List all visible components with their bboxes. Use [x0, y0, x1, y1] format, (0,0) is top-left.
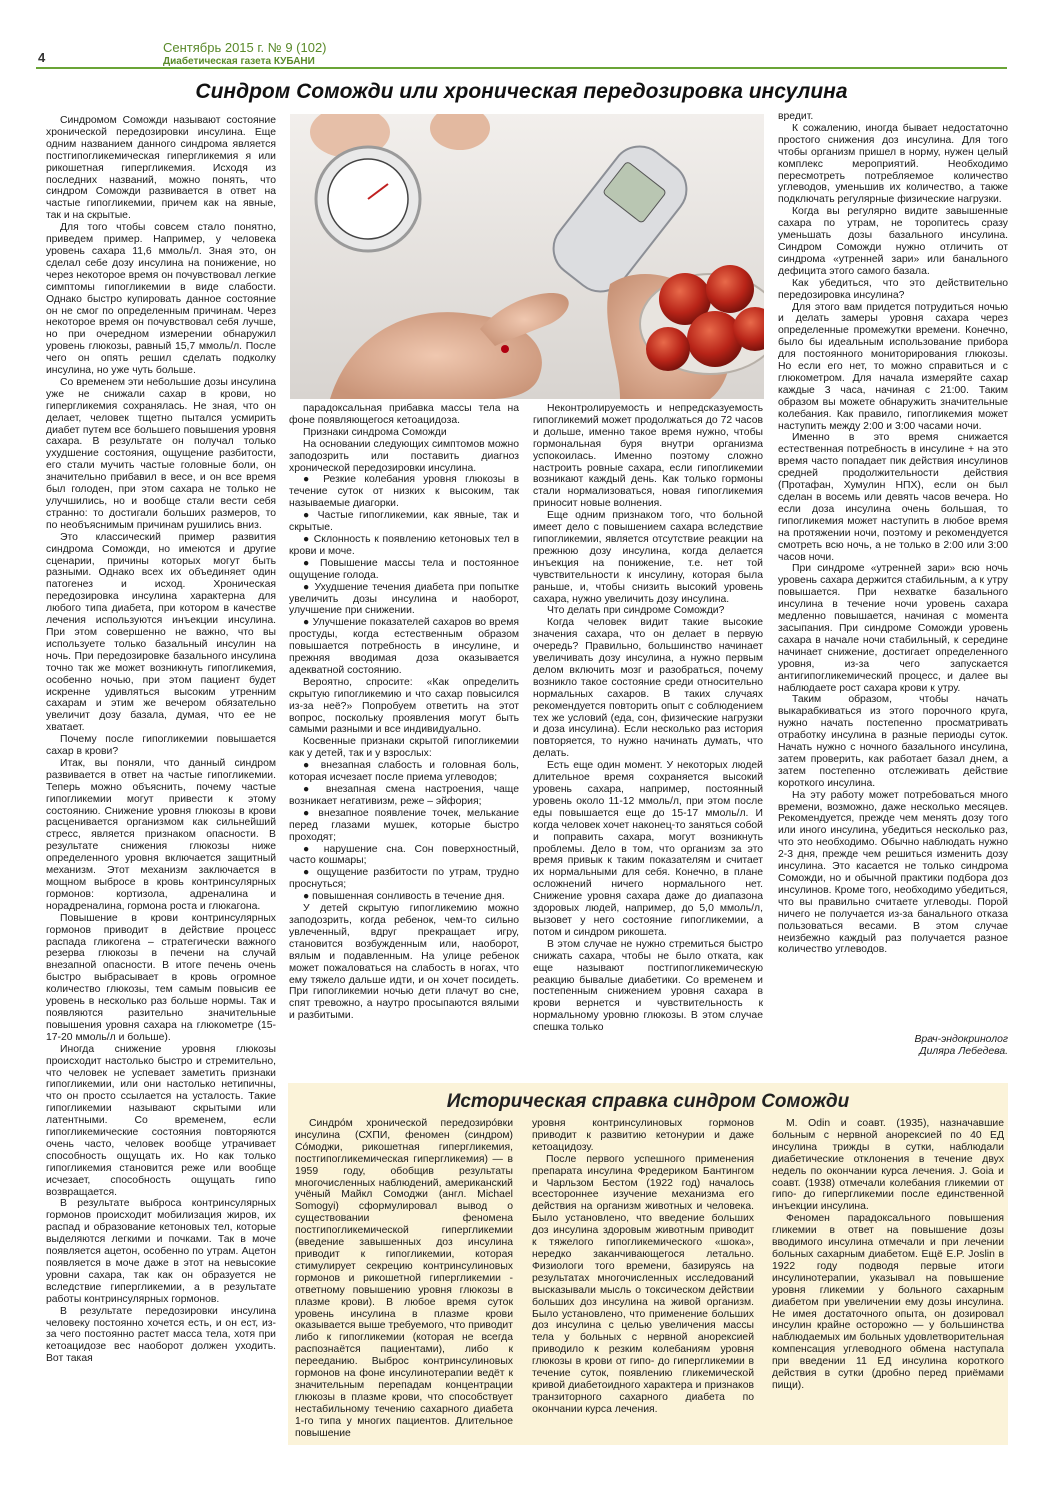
history-column-2: [532, 1118, 754, 1438]
subheading: Как убедиться, что это действительно передозировка инсулина?: [778, 277, 1008, 301]
history-column-1: [295, 1118, 513, 1438]
list-item: ● внезапное появление точек, мелькание перед глазами мушек, которые быстро проходят;: [289, 807, 519, 843]
paragraph: В результате передозировки инсулина человеку постоянно хочется есть, и он ест, из-за чего постоянно растет масса тела, хотя при кетоацидозе вес наоборот должен уходить. Вот такая: [46, 1305, 276, 1365]
paragraph: Когда человек видит такие высокие значения сахара, что он делает в первую очередь? Правильно, большинство начинает увеличивать дозу инсулина, а нужно первым делом включить мозг и разобраться, почему возникло такое состояние среди относительно нормальных сахаров. В таких случаях рекомендуется повторить опыт с соблюдением тех же условий (еда, сон, физические нагрузки и доза инсулина). Если несколько раз история повторяется, то нужно начинать думать, что делать.: [533, 617, 763, 760]
paragraph: Иногда снижение уровня глюкозы происходит настолько быстро и стремительно, что человек не успевает заметить признаки гипогликемии, или они настолько нетипичны, что он просто ссылается на усталость. Такие гипогликемии называют скрытыми или латентными. Со временем, если гипогликемические состояния повторяются очень часто, человек вообще утрачивает способность ощущать их. Но как только гипогликемия становится реже или вообще исчезает, способность ощущать гипо возвращается.: [46, 1043, 276, 1198]
paragraph: К сожалению, иногда бывает недостаточно простого снижения доз инсулина. Для того чтобы организм пришел в норму, нужен целый комплекс мероприятий. Необходимо пересмотреть потребляемое количество углеводов, уменьшив их количество, а также подключать регулярные физические нагрузки.: [778, 122, 1008, 206]
paragraph: На основании следующих симптомов можно заподозрить или поставить диагноз хронической передозировки инсулина.: [289, 438, 519, 474]
paragraph: После первого успешного применения препарата инсулина Фредериком Бантингом и Чарльзом Бестом (1922 год) началось всестороннее изучение механизма его действия на организм животных и человека. Было установлено, что введение больших доз инсулина здоровым животным приводит к тяжелого гипогликемического «шока», нередко заканчивающегося летально. Физиологи того времени, базируясь на результатах многочисленных исследований высказывали мысль о токсическом действии больших доз инсулина на живой организм. Было установлено, что применение больших доз инсулина с целью увеличения массы тела у больных с нервной анорексией приводило к резким колебаниям уровня глюкозы в крови от гипо- до гипергликемии в течение суток, появлению гликемической кривой диабетоидного характера и признаков транзиторного сахарного диабета по окончании курса лечения.: [532, 1153, 754, 1415]
list-item: ● внезапная слабость и головная боль, которая исчезает после приема углеводов;: [289, 760, 519, 784]
page-number: 4: [38, 50, 46, 65]
article-column-4: [778, 111, 1008, 1041]
paragraph: Повышение в крови контринсулярных гормонов приводит в действие процесс распада гликогена – стратегически важного резерва глюкозы в печени на случай внезапной опасности. В итоге печень очень быстро выбрасывает в кровь огромное количество глюкозы, тем самым повысив ее уровень в несколько раз больше нормы. Так и появляются разительно значительные повышения уровня сахара на глюкометре (15-17-20 ммоль/л и больше).: [46, 912, 276, 1043]
article-column-3: [533, 403, 763, 1072]
list-item: ● Повышение массы тела и постоянное ощущение голода.: [289, 557, 519, 581]
paragraph: Таким образом, чтобы начать выкарабкиваться из этого порочного круга, нужно начать постепенно просматривать отработку инсулина в разные периоды суток. Начать нужно с ночного базального инсулина, затем проверить, как работает базал днем, а затем постепенно отслеживать действие короткого инсулина.: [778, 694, 1008, 789]
list-item: ● нарушение сна. Сон поверхностный, часто кошмары;: [289, 843, 519, 867]
author-signature: [915, 1034, 1008, 1058]
header-divider: [36, 67, 1007, 69]
list-item: ● Резкие колебания уровня глюкозы в течение суток от низких к высоким, так называемые диагорки.: [289, 474, 519, 510]
paragraph: парадоксальная прибавка массы тела на фоне появляющегося кетоацидоза.: [289, 403, 519, 426]
paragraph: уровня контринсулиновых гормонов приводит к развитию кетонурии и даже кетоацидозу.: [532, 1118, 754, 1153]
list-item: ● Склонность к появлению кетоновых тел в крови и моче.: [289, 533, 519, 557]
paragraph: Когда вы регулярно видите завышенные сахара по утрам, не торопитесь сразу уменьшать дозы базального инсулина. Синдром Соможди нужно отличить от синдрома «утренней зари» или банального дефицита этого самого базала.: [778, 206, 1008, 277]
newspaper-name: Диабетическая газета КУБАНИ: [163, 56, 315, 67]
subheading: Почему после гипогликемии повышается сахар в крови?: [46, 734, 276, 758]
list-item: ● повышенная сонливость в течение дня.: [303, 891, 505, 903]
paragraph: В результате выброса контринсулярных гормонов происходит мобилизация жиров, их распад и образование кетоновых тел, которые выделяются легкими и почками. Так в моче появляется ацетон, особенно по утрам. Ацетон появляется в моче даже в этот на невысокие уровни сахара, так как он образуется не вследствие гипергликемии, а в результате работы контринсулярных гормонов.: [46, 1198, 276, 1305]
article-column-2: [289, 403, 519, 1072]
paragraph: При синдроме «утренней зари» всю ночь уровень сахара держится стабильным, а к утру повышается. При нехватке базального инсулина в течение ночи уровень сахара медленно повышается, начиная с момента засыпания. При синдроме Соможди уровень сахара в начале ночи стабильный, к середине начинает снижение, достигает определенного уровня, из-за чего запускается антигипогликемический процесс, и далее вы наблюдаете рост сахара крови к утру.: [778, 563, 1008, 694]
article-column-1: [46, 115, 276, 1437]
paragraph: Косвенные признаки скрытой гипогликемии как у детей, так и у взрослых:: [289, 736, 519, 760]
paragraph: Это классический пример развития синдрома Соможди, но имеются и другие сценарии, причины которых могут быть разными. Однако всех их объединяет один патогенез и исход. Хроническая передозировка инсулина характерна для любого типа диабета, при котором в качестве лечения используются инъекции инсулина. При этом совершенно не важно, что вы используете только базальный инсулин на ночь. При передозировке базального инсулина точно так же может возникнуть гипогликемия, особенно ночью, при этом пациент будет искренне удивляться высоким утренним сахарам и этим же вечером обязательно увеличит дозу базала, думая, что ее не хватает.: [46, 531, 276, 734]
issue-info: Сентябрь 2015 г. № 9 (102): [163, 40, 327, 55]
paragraph: Итак, вы поняли, что данный синдром развивается в ответ на частые гипогликемии. Теперь можно объяснить, почему частые гипогликемии могут привести к этому состоянию. Снижение уровня глюкозы в крови расценивается организмом как сильнейший стресс, является признаком опасности. В результате снижения глюкозы ниже определенного уровня включается защитный механизм. Этот механизм заключается в мощном выбросе в кровь контринсулярных гормонов: кортизола, адреналина и норадреналина, гормона роста и глюкагона.: [46, 757, 276, 912]
list-item: ● Улучшение показателей сахаров во время простуды, когда естественным образом повышается потребность в инсулине, и прежняя вводимая доза оказывается адекватной состоянию.: [289, 617, 519, 676]
subheading: Признаки синдрома Соможди: [303, 426, 447, 438]
paragraph: У детей скрытую гипогликемию можно заподозрить, когда ребенок, чем-то сильно увлеченный, вдруг прекращает игру, становится возбужденным или, наоборот, вялым и подавленным. На улице ребенок может пожаловаться на слабость в ногах, что ему тяжело дальше идти, и он хочет посидеть. При гипогликемии ночью дети плачут во сне, спят тревожно, а наутро просыпаются вялыми и разбитыми.: [289, 903, 519, 1022]
list-item: ● Ухудшение течения диабета при попытке увеличить дозы инсулина и наоборот, улучшение при снижении.: [289, 581, 519, 617]
paragraph: Еще одним признаком того, что больной имеет дело с повышением сахара вследствие гипогликемии, является отсутствие реакции на прежнюю дозу инсулина, когда делается инъекция на понижение, т.е. нет той чувствительности к инсулину, которая была раньше, и, чтобы снизить высокий уровень сахара, нужно увеличить дозу инсулина.: [533, 510, 763, 605]
list-item: ● Частые гипогликемии, как явные, так и скрытые.: [289, 510, 519, 534]
paragraph: вредит.: [778, 111, 814, 122]
paragraph: Для того чтобы совсем стало понятно, приведем пример. Например, у человека уровень сахара 11,6 ммоль/л. Зная это, он сделал себе дозу инсулина на понижение, но через некоторое время он почувствовал легкие симптомы гипогликемии в виде слабости. Однако быстро купировать данное состояние он не смог по определенным причинам. Через некоторое время он почувствовал себя лучше, но при очередном измерении обнаружил уровень глюкозы, равный 15,7 ммоль/л. После чего он опять решил сделать подколку инсулина, но уже чуть больше.: [46, 222, 276, 377]
paragraph: На эту работу может потребоваться много времени, возможно, даже несколько месяцев. Рекомендуется, прежде чем менять дозу того или иного инсулина, убедиться несколько раз, что это необходимо. Обычно наблюдать нужно 2-3 дня, прежде чем решиться изменить дозу инсулина. Это касается не только синдрома Соможди, но и обычной практики подбора доз инсулинов. Кроме того, необходимо убедиться, что вы правильно считаете углеводы. Порой ничего не получается из-за банального отказа пользоваться весами. В этом случае неизбежно каждый раз получается разное количество углеводов.: [778, 789, 1008, 956]
glucometer-apples-illustration: [290, 114, 764, 399]
article-headline: Синдром Соможди или хроническая передозировка инсулина: [195, 80, 848, 103]
paragraph: Синдро́м хронической передозиро́вки инсулина (СХПИ, феномен (синдром) Со́моджи, рикошетная гипергликемия, постгипогликемическая гипергликемия) — в 1959 году, обобщив результаты многочисленных наблюдений, американский учёный Майкл Сомоджи (англ. Michael Somogyi) сформулировал вывод о существовании феномена постгипогликемической гипергликемии (введение завышенных доз инсулина приводит к гипогликемии, которая стимулирует секрецию контринсулиновых гормонов и рикошетной гипергликемии - ответному повышению уровня глюкозы в плазме крови). В любое время суток уровень инсулина в плазме крови оказывается выше требуемого, что приводит либо к гипогликемии (которая не всегда распознаётся пациентами), либо к перееданию. Выброс контринсулиновых гормонов на фоне инсулинотерапии ведёт к значительным перепадам концентрации глюкозы в плазме крови, что способствует нестабильному течению сахарного диабета 1-го типа у многих пациентов. Длительное повышение: [295, 1118, 513, 1438]
history-title: Историческая справка синдром Соможди: [446, 1091, 850, 1112]
paragraph: M. Odin и соавт. (1935), назначавшие больным с нервной анорексией по 40 ЕД инсулина трижды в сутки, наблюдали диабетические отклонения в течение двух недель по окончании курса лечения. J. Goia и соавт. (1938) отмечали колебания гликемии от гипо- до гипергликемии после единственной инъекции инсулина.: [772, 1118, 1004, 1213]
list-item: ● ощущение разбитости по утрам, трудно проснуться;: [289, 867, 519, 891]
paragraph: Именно в это время снижается естественная потребность в инсулине + на это время часто попадает пик действия инсулинов средней продолжительности действия (Протафан, Хумулин НПХ), если он был сделан в восемь или девять часов вечера. Но если доза инсулина очень большая, то гипогликемия может наступить в любое время на протяжении ночи, поэтому и рекомендуется смотреть всю ночь, а не только в 2:00 или 3:00 часов ночи.: [778, 432, 1008, 563]
article-photo: [290, 114, 764, 399]
author-role: Врач-эндокринолог: [914, 1034, 1008, 1045]
subheading: Что делать при синдроме Соможди?: [547, 605, 725, 617]
paragraph: Синдромом Соможди называют состояние хронической передозировки инсулина. Еще одним названием данного синдрома является постгипогликемическая гипергликемия я или рикошетная гипергликемия. Исходя из последних названий, можно понять, что синдром Соможди развивается в ответ на частые гипогликемии, причем как на явные, так и на скрытые.: [46, 115, 276, 222]
paragraph: В этом случае не нужно стремиться быстро снижать сахара, чтобы не было отката, как еще называют постгипогликемическую реакцию бывалые диабетики. Со временем и постепенным снижением уровня сахара в крови вернется и чувствительность к нормальному уровню глюкозы. В этом случае спешка только: [533, 938, 763, 1034]
paragraph: Есть еще один момент. У некоторых людей длительное время сохраняется высокий уровень сахара, например, постоянный уровень около 11-12 ммоль/л, при этом после еды повышается еще до 15-17 ммоль/л. И когда человек хочет наконец-то заняться собой и поправить сахара, могут возникнуть проблемы. Дело в том, что организм за это время привык к таким показателям и считает их нормальными для себя. Конечно, в плане осложнений ничего нормального нет. Снижение уровня сахара даже до диапазона здоровых людей, например, до 5,0 ммоль/л, вызовет у него состояние гипогликемии, а потом и синдром рикошета.: [533, 760, 763, 938]
paragraph: Неконтролируемость и непредсказуемость гипогликемий может продолжаться до 72 часов и дольше, именно такое время нужно, чтобы гормональная буря внутри организма успокоилась. Именно поэтому сложно настроить ровные сахара, если гипогликемии возникают каждый день. Как только гормоны стали нормализоваться, новая гипогликемия приносит новые волнения.: [533, 403, 763, 510]
paragraph: Феномен парадоксального повышения гликемии в ответ на повышение дозы вводимого инсулина отмечали и при лечении больных сахарным диабетом. Ещё E.P. Joslin в 1922 году подводя первые итоги инсулинотерапии, указывал на повышение уровня гликемии у больного сахарным диабетом при увеличении ему дозы инсулина. Не имея достаточного опыта, он дозировал инсулин крайне осторожно — у большинства наблюдаемых им больных удовлетворительная компенсация углеводного обмена наступала при введении 11 ЕД инсулина короткого действия в сутки (дробно перед приёмами пищи).: [772, 1213, 1004, 1391]
author-name: Диляра Лебедева.: [919, 1046, 1008, 1057]
paragraph: Со временем эти небольшие дозы инсулина уже не снижали сахар в крови, но гипергликемия сохранялась. Не зная, что он делает, человек тщетно пытался усмирить диабет путем все большего повышения уровня сахара. В результате он получал только ухудшение состояния, ощущение разбитости, его стали мучить частые головные боли, он значительно прибавил в весе, и он все время был голоден, при этом сахара не только не улучшились, но и вообще стали вести себя странно: то достигали больших размеров, то по необъяснимым причинам рушились вниз.: [46, 376, 276, 531]
list-item: ● внезапная смена настроения, чаще возникает негативизм, реже – эйфория;: [289, 784, 519, 807]
history-column-3: [772, 1118, 1004, 1438]
paragraph: Для этого вам придется потрудиться ночью и делать замеры уровня сахара через определенные промежутки времени. Конечно, было бы идеальным использование прибора для постоянного мониторирования глюкозы. Но если его нет, то можно справиться и с глюкометром. Для начала измеряйте сахар каждые 3 часа, начиная с 21:00. Таким образом вы можете обнаружить значительные колебания. Как правило, гипогликемия может наступить между 2:00 и 3:00 часами ночи.: [778, 301, 1008, 432]
paragraph: Вероятно, спросите: «Как определить скрытую гипогликемию и что сахар повысился из-за неё?» Попробуем ответить на этот вопрос, поскольку проявления могут быть самыми разными и все индивидуально.: [289, 676, 519, 736]
